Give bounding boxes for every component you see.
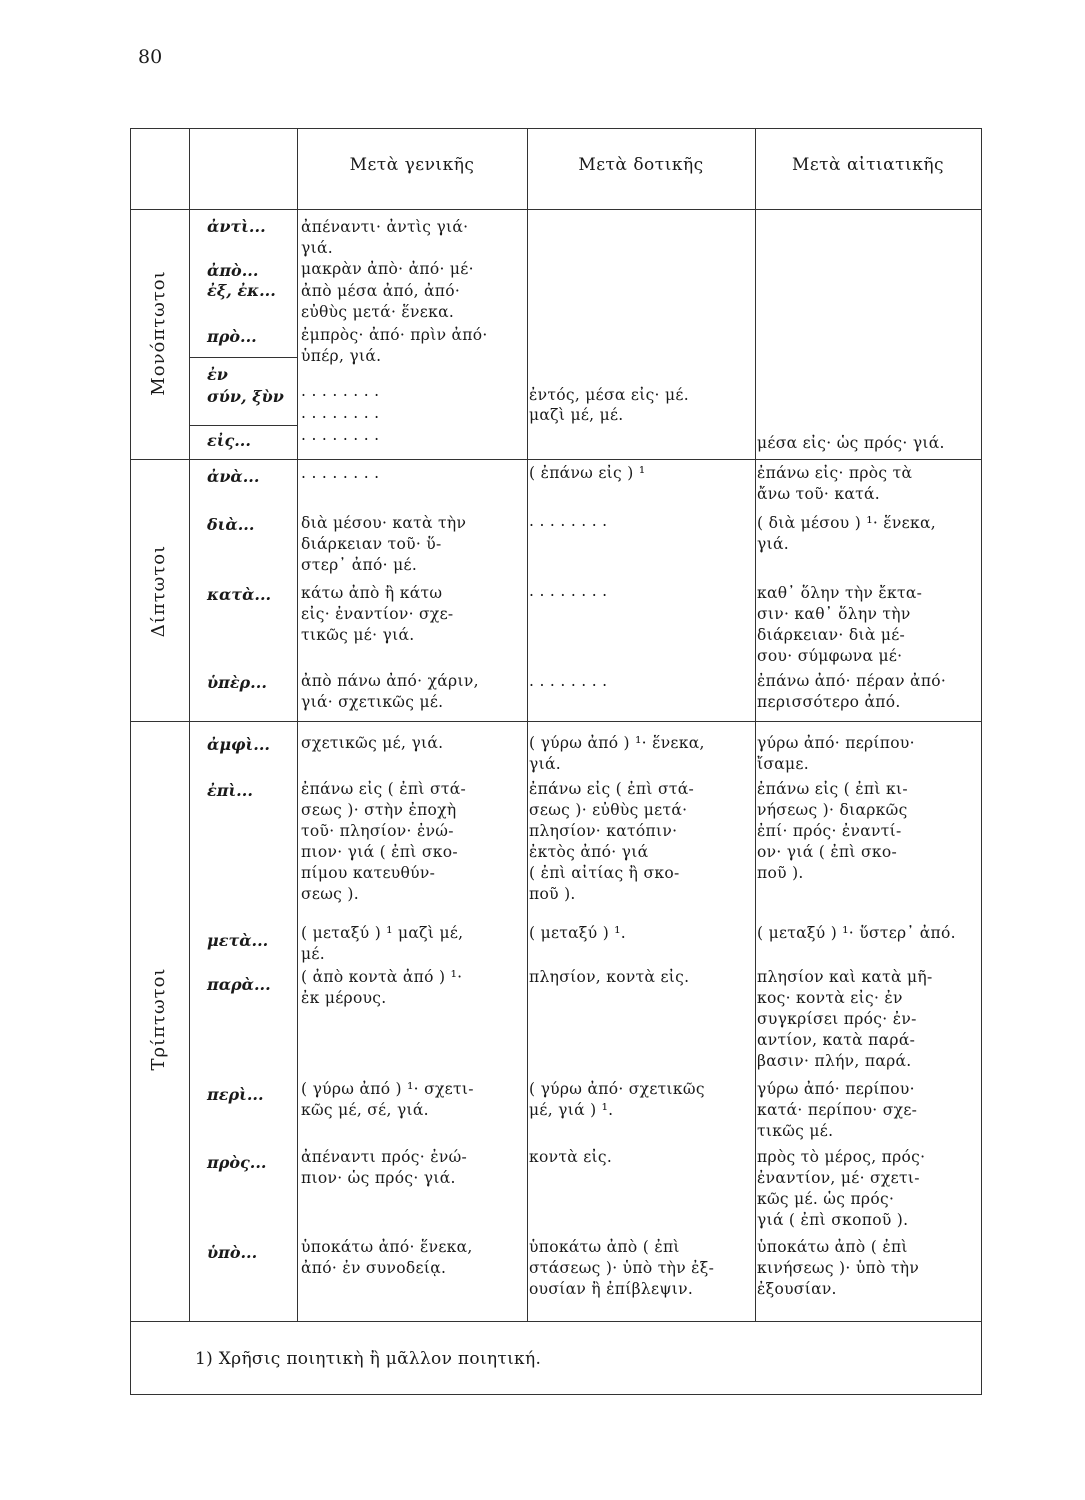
group-column-rule bbox=[189, 129, 190, 1321]
cell-para-dative: πλησίον, κοντὰ εἰς. bbox=[529, 968, 690, 986]
prep-eis: εἰς... bbox=[207, 431, 251, 450]
footnote-rule bbox=[131, 1321, 981, 1322]
prep-meta: μετὰ... bbox=[207, 931, 269, 950]
cell-ana-dative: ( ἐπάνω εἰς ) ¹ bbox=[529, 464, 646, 482]
cell-dia-accusative: ( διὰ μέσου ) ¹· ἕνεκα, γιά. bbox=[757, 514, 936, 553]
header-rule bbox=[131, 209, 981, 210]
prep-ex: ἐξ, ἐκ... bbox=[207, 281, 276, 300]
prep-syn: σύν, ξὺν bbox=[207, 387, 284, 406]
prep-pro: πρὸ... bbox=[207, 327, 257, 346]
cell-en-dative: ἐντός, μέσα εἰς· μέ. bbox=[529, 386, 689, 404]
cell-para-genitive: ( ἀπὸ κοντὰ ἀπό ) ¹· ἐκ μέρους. bbox=[301, 968, 463, 1007]
group-rule-1 bbox=[131, 459, 981, 460]
cell-peri-genitive: ( γύρω ἀπό ) ¹· σχετι- κῶς μέ, σέ, γιά. bbox=[301, 1080, 474, 1119]
cell-hyper-genitive: ἀπὸ πάνω ἀπό· χάριν, γιά· σχετικῶς μέ. bbox=[301, 672, 479, 711]
cell-dia-dative: . . . . . . . . bbox=[529, 512, 608, 530]
genitive-column-rule bbox=[297, 129, 298, 1321]
cell-amphi-genitive: σχετικῶς μέ, γιά. bbox=[301, 734, 444, 752]
cell-syn-genitive: . . . . . . . . bbox=[301, 404, 380, 422]
prep-anti: ἀντὶ... bbox=[207, 217, 266, 236]
cell-anti-genitive: ἀπέναντι· ἀντὶς γιά· γιά. bbox=[301, 218, 469, 257]
cell-syn-dative: μαζὶ μέ, μέ. bbox=[529, 406, 624, 424]
cell-pros-genitive: ἀπέναντι πρός· ἐνώ- πιον· ὡς πρός· γιά. bbox=[301, 1148, 468, 1187]
prep-amphi: ἀμφὶ... bbox=[207, 735, 270, 754]
cell-ex-genitive: ἀπὸ μέσα ἀπό, ἀπό· εὐθὺς μετά· ἕνεκα. bbox=[301, 282, 461, 321]
prep-apo: ἀπὸ... bbox=[207, 261, 259, 280]
cell-meta-accusative: ( μεταξύ ) ¹· ὕστερ᾽ ἀπό. bbox=[757, 924, 956, 942]
cell-dia-genitive: διὰ μέσου· κατὰ τὴν διάρκειαν τοῦ· ὕ- στερ᾽ ἀπό· μέ. bbox=[301, 514, 467, 574]
cell-meta-dative: ( μεταξύ ) ¹. bbox=[529, 924, 627, 942]
cell-hyper-accusative: ἐπάνω ἀπό· πέραν ἀπό· περισσότερο ἀπό. bbox=[757, 672, 947, 711]
group-label-monoptotic: Μονόπτωτοι bbox=[148, 270, 169, 396]
cell-amphi-dative: ( γύρω ἀπό ) ¹· ἕνεκα, γιά. bbox=[529, 734, 705, 773]
prep-pros: πρὸς... bbox=[207, 1153, 267, 1172]
cell-meta-genitive: ( μεταξύ ) ¹ μαζὶ μέ, μέ. bbox=[301, 924, 464, 963]
header-genitive: Μετὰ γενικῆς bbox=[349, 155, 475, 175]
prep-hypo: ὑπὸ... bbox=[207, 1243, 258, 1262]
row-rule-eis bbox=[189, 425, 297, 426]
prep-hyper: ὑπὲρ... bbox=[207, 673, 267, 692]
cell-ana-accusative: ἐπάνω εἰς· πρὸς τὰ ἄνω τοῦ· κατά. bbox=[757, 464, 913, 503]
prepositions-table bbox=[130, 128, 982, 1395]
page-number: 80 bbox=[138, 46, 163, 68]
group-rule-2 bbox=[131, 721, 981, 722]
cell-eis-genitive: . . . . . . . . bbox=[301, 426, 380, 444]
cell-pros-dative: κοντὰ εἰς. bbox=[529, 1148, 613, 1166]
cell-hyper-dative: . . . . . . . . bbox=[529, 672, 608, 690]
group-label-triptotic: Τρίπτωτοι bbox=[148, 967, 169, 1071]
cell-peri-accusative: γύρω ἀπό· περίπου· κατά· περίπου· σχε- τικῶς μέ. bbox=[757, 1080, 918, 1140]
prep-ana: ἀνὰ... bbox=[207, 467, 260, 486]
cell-en-genitive: . . . . . . . . bbox=[301, 382, 380, 400]
prep-en: ἐν bbox=[207, 365, 228, 384]
cell-amphi-accusative: γύρω ἀπό· περίπου· ἴσαμε. bbox=[757, 734, 915, 773]
cell-pro-genitive: ἐμπρὸς· ἀπό· πρὶν ἀπό· ὑπέρ, γιά. bbox=[301, 326, 488, 365]
cell-eis-accusative: μέσα εἰς· ὡς πρός· γιά. bbox=[757, 434, 945, 452]
header-accusative: Μετὰ αἰτιατικῆς bbox=[791, 155, 945, 175]
row-rule-en bbox=[189, 357, 297, 358]
cell-epi-genitive: ἐπάνω εἰς ( ἐπὶ στά- σεως )· στὴν ἐποχὴ τοῦ· πλησίον· ἐνώ- πιον· γιά ( ἐπὶ σκο- πίμου κατευθύν- σεως ). bbox=[301, 780, 467, 903]
cell-pros-accusative: πρὸς τὸ μέρος, πρός· ἐναντίον, μέ· σχετι- κῶς μέ. ὡς πρός· γιά ( ἐπὶ σκοποῦ ). bbox=[757, 1148, 926, 1229]
cell-kata-accusative: καθ᾽ ὅλην τὴν ἔκτα- σιν· καθ᾽ ὅλην τὴν διάρκειαν· διὰ μέ- σου· σύμφωνα μέ· bbox=[757, 584, 923, 665]
prep-kata: κατὰ... bbox=[207, 585, 272, 604]
accusative-column-rule bbox=[755, 129, 756, 1321]
footnote: 1) Χρῆσις ποιητικὴ ἢ μᾶλλον ποιητική. bbox=[195, 1349, 542, 1369]
prep-epi: ἐπὶ... bbox=[207, 781, 253, 800]
cell-kata-dative: . . . . . . . . bbox=[529, 582, 608, 600]
cell-hypo-accusative: ὑποκάτω ἀπὸ ( ἐπὶ κινήσεως )· ὑπὸ τὴν ἐξουσίαν. bbox=[757, 1238, 920, 1298]
group-label-diptotic: Δίπτωτοι bbox=[148, 544, 169, 638]
cell-epi-accusative: ἐπάνω εἰς ( ἐπὶ κι- νήσεως )· διαρκῶς ἐπί· πρός· ἐναντί- ον· γιά ( ἐπὶ σκο- ποῦ ). bbox=[757, 780, 908, 882]
prep-para: παρὰ... bbox=[207, 975, 271, 994]
header-dative: Μετὰ δοτικῆς bbox=[578, 155, 704, 175]
cell-peri-dative: ( γύρω ἀπό· σχετικῶς μέ, γιά ) ¹. bbox=[529, 1080, 705, 1119]
cell-hypo-genitive: ὑποκάτω ἀπό· ἕνεκα, ἀπό· ἐν συνοδείᾳ. bbox=[301, 1238, 473, 1277]
cell-apo-genitive: μακρὰν ἀπὸ· ἀπό· μέ· bbox=[301, 260, 474, 278]
prep-dia: διὰ... bbox=[207, 515, 255, 534]
prep-peri: περὶ... bbox=[207, 1085, 264, 1104]
cell-kata-genitive: κάτω ἀπὸ ἢ κάτω εἰς· ἐναντίον· σχε- τικῶς μέ· γιά. bbox=[301, 584, 454, 644]
cell-para-accusative: πλησίον καὶ κατὰ μῆ- κος· κοντὰ εἰς· ἐν συγκρίσει πρός· ἐν- αντίον, κατὰ παρά- βασιν· πλήν, παρά. bbox=[757, 968, 933, 1070]
cell-epi-dative: ἐπάνω εἰς ( ἐπὶ στά- σεως )· εὐθὺς μετά· πλησίον· κατόπιν· ἐκτὸς ἀπό· γιά ( ἐπὶ αἰτίας ἢ σκο- ποῦ ). bbox=[529, 780, 695, 903]
cell-ana-genitive: . . . . . . . . bbox=[301, 464, 380, 482]
cell-hypo-dative: ὑποκάτω ἀπὸ ( ἐπὶ στάσεως )· ὑπὸ τὴν ἐξ- ουσίαν ἢ ἐπίβλεψιν. bbox=[529, 1238, 715, 1298]
